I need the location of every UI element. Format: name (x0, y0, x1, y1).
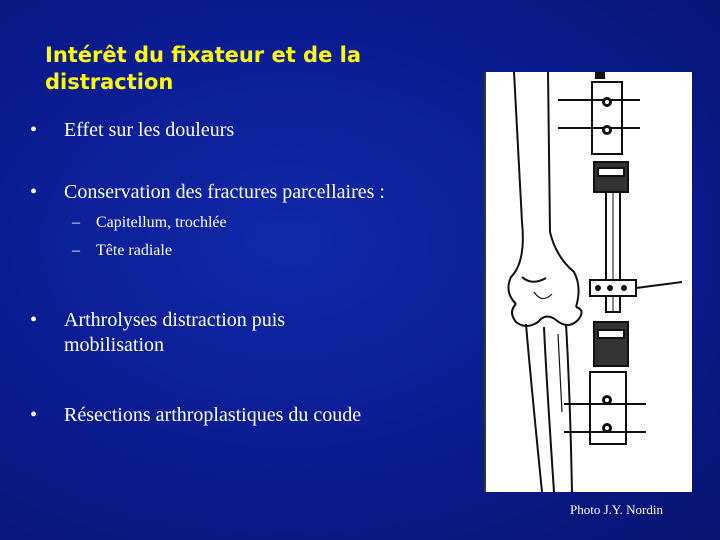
sub-bullet-text: Tête radiale (96, 242, 172, 259)
bullet-marker: • (30, 181, 38, 203)
sub-bullet-marker: – (72, 214, 80, 231)
bullet-text: Résections arthroplastiques du coude (64, 404, 362, 426)
sub-bullet-marker: – (72, 242, 80, 259)
bullet-marker: • (30, 119, 38, 141)
slide-title: Intérêt du fixateur et de la distraction (45, 43, 362, 94)
bullet-marker: • (30, 404, 38, 426)
bullet-text: Effet sur les douleurs (64, 119, 235, 141)
sub-bullet-text: Capitellum, trochlée (96, 214, 227, 231)
bullet-marker: • (30, 309, 38, 331)
elbow-fixator-drawing (486, 72, 692, 492)
photo-credit: Photo J.Y. Nordin (570, 502, 663, 517)
bullet-text: Arthrolyses distraction puis mobilisation (64, 309, 286, 356)
fixator-illustration (484, 72, 692, 492)
bullet-text: Conservation des fractures parcellaires : (64, 181, 385, 203)
